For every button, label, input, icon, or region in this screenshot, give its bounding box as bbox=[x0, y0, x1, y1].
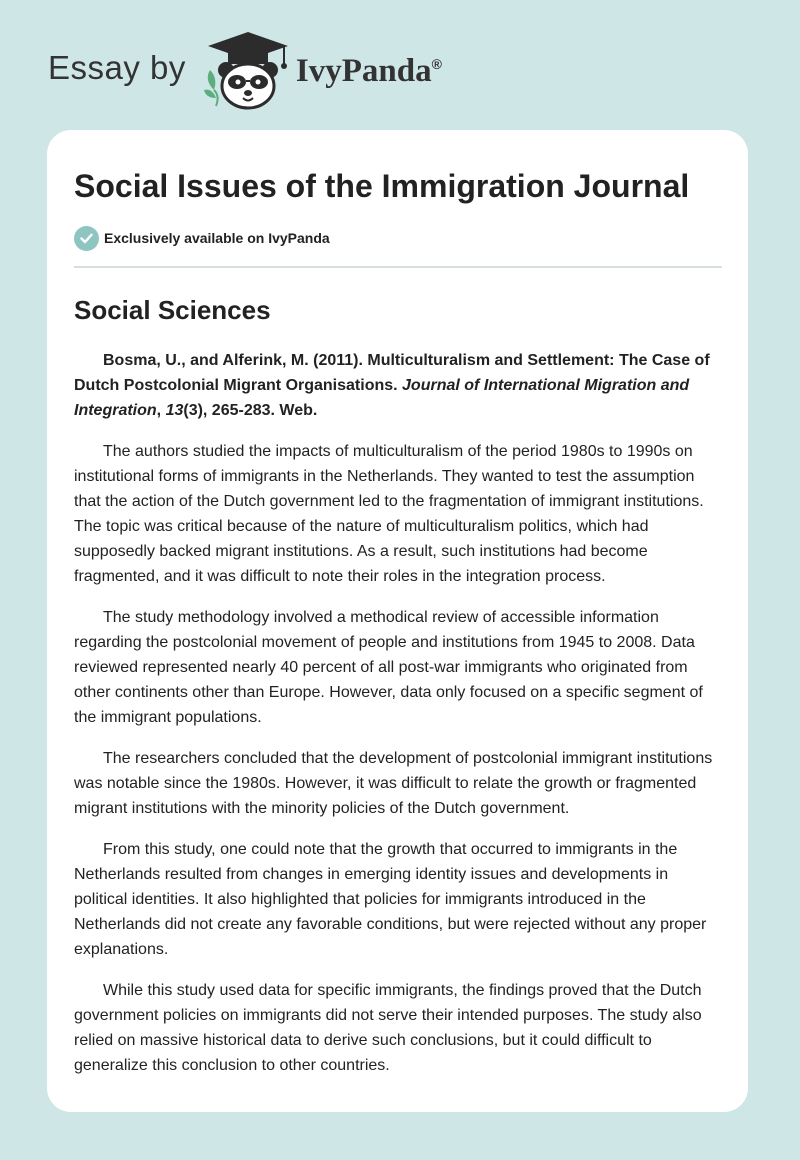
paragraph: While this study used data for specific immigrants, the findings proved that the Dutch government policies on immigrants did not serve their intended purposes. The study also relied on massive historical data to derive such conclusions, but it could difficult to generalize this conclusion to other countries. bbox=[74, 982, 702, 1074]
paragraph: The study methodology involved a methodical review of accessible information regarding the postcolonial movement of people and institutions from 1945 to 2008. Data reviewed represented nearly 40 percent of all post-war immigrants who originated from other continents other than Europe. However, data only focused on a specific segment of the immigrant populations. bbox=[74, 609, 703, 726]
section-title: Social Sciences bbox=[74, 295, 271, 325]
paragraph: The researchers concluded that the development of postcolonial immigrant institutions was notable since the 1980s. However, it was difficult to relate the growth or fragmented migrant institutions with the minority policies of the Dutch government. bbox=[74, 750, 713, 817]
citation-journal: Journal of International Migration and Integration bbox=[74, 377, 690, 419]
paragraph: From this study, one could note that the growth that occurred to immigrants in the Netherlands resulted from changes in emerging identity issues and developments in political identities. It also highlighted that policies for immigrants introduced in the Netherlands did not create any favorable conditions, but were rejected without any proper explanations. bbox=[74, 841, 707, 958]
exclusive-badge bbox=[74, 225, 722, 251]
citation-authors-title: Bosma, U., and Alferink, M. (2011). Multiculturalism and Settlement: The Case of Dutch Postcolonial Migrant Organisations. bbox=[74, 352, 710, 394]
divider bbox=[74, 266, 722, 268]
brand-name[interactable] bbox=[296, 53, 442, 90]
citation-pages: (3), 265-283. Web. bbox=[183, 402, 318, 419]
citation bbox=[74, 348, 722, 423]
brand-prefix: Essay by bbox=[48, 49, 186, 86]
check-icon bbox=[74, 226, 99, 251]
essay-card bbox=[47, 130, 748, 1112]
badge-text: Exclusively available on IvyPanda bbox=[104, 230, 330, 246]
brand-name-text: IvyPanda bbox=[295, 52, 432, 89]
registered-mark: ® bbox=[431, 55, 442, 72]
paragraph: The authors studied the impacts of multiculturalism of the period 1980s to 1990s on institutional forms of immigrants in the Netherlands. They wanted to test the assumption that the action of the Dutch government led to the fragmentation of immigrant institutions. The topic was critical because of the nature of multiculturalism politics, which had supposedly backed migrant institutions. As a result, such institutions had become fragmented, and it was difficult to note their roles in the integration process. bbox=[74, 443, 704, 585]
citation-volume: 13 bbox=[165, 402, 184, 419]
citation-separator: , bbox=[156, 402, 166, 419]
panda-logo-icon[interactable] bbox=[200, 30, 292, 110]
page-title: Social Issues of the Immigration Journal bbox=[74, 168, 690, 204]
site-header bbox=[48, 30, 442, 110]
